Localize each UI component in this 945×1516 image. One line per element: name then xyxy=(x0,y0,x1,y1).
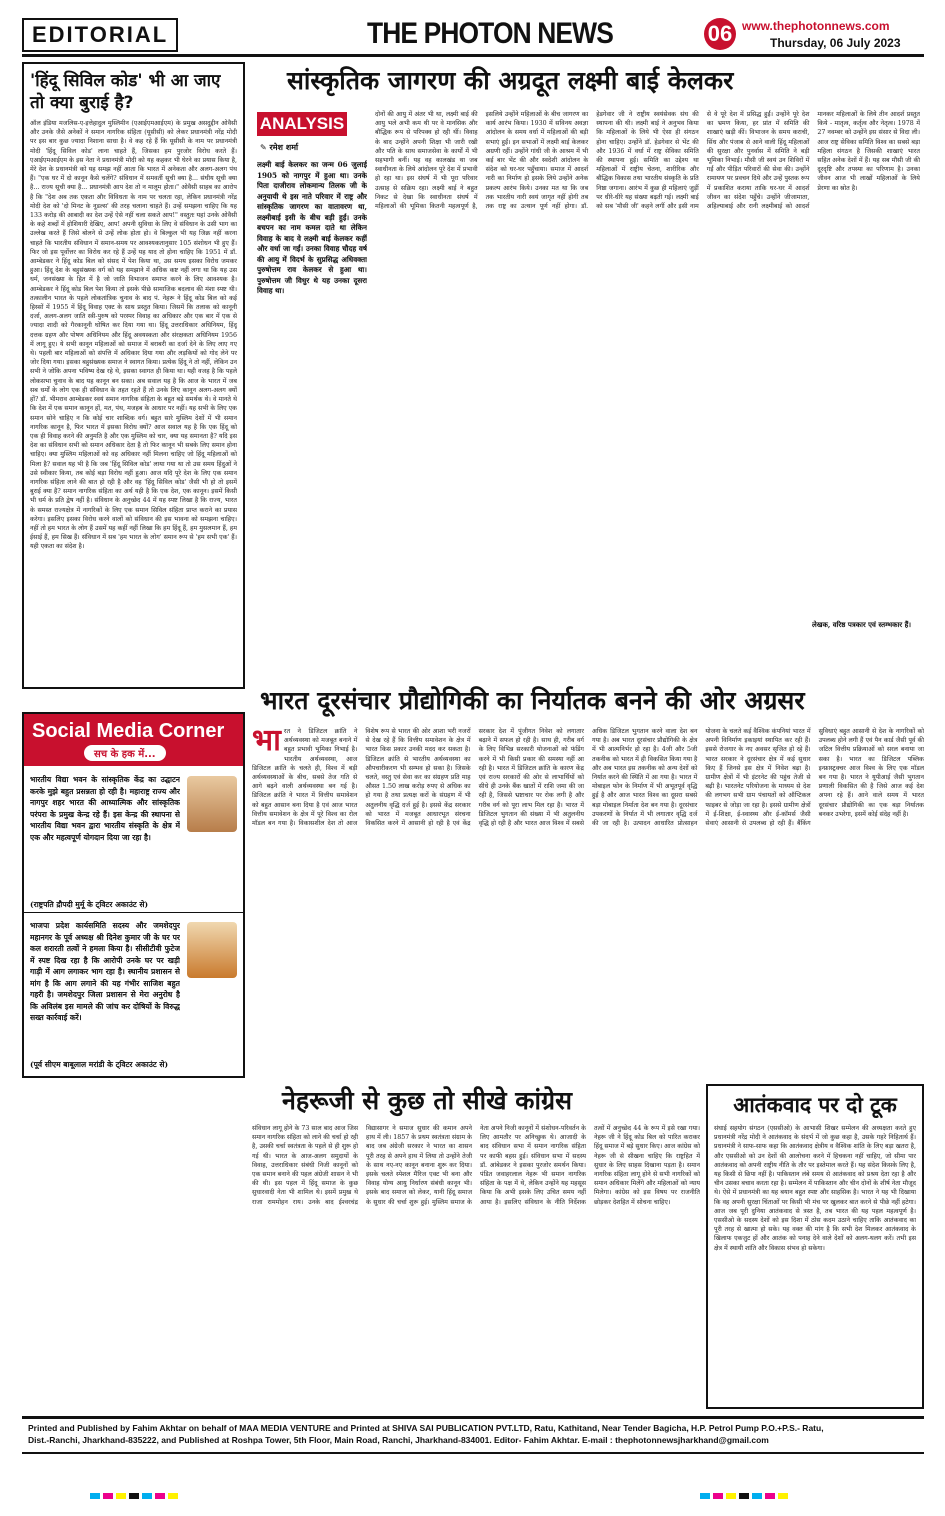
telecom-article-text: रत ने डिजिटल क्रांति ने अर्थव्यवस्था को मजबूत बनाने में बहुत प्रभावी भूमिका निभाई है। भारतीय अर्थव्यवस्था, आज डिजिटल क्रांति के चलते ही, विश्व में बड़ी अर्थव्यवस्थाओं के बीच, सबसे तेज गति से आगे बढ़ने वाली अर्थव्यवस्था बन गई है। डिजिटल क्रांति ने भारत में वित्तीय समावेशन को बहुत आसान बना दिया है एवं आज भारत वित्तीय समावेशन के क्षेत्र में पूरे विश्व का रोल मॉडल बन गया है। विकासशील देश तो आज विशेष रूप से भारत की ओर आशा भरी नजरों से देख रहे हैं कि वित्तीय समावेशन के क्षेत्र में भारत किस प्रकार उनकी मदद कर सकता है। डिजिटल क्रांति से भारतीय अर्थव्यवस्था का औपचारीकरण भी सम्भव हो सका है। जिसके चलते, वस्तु एवं सेवा कर का संग्रहण प्रति माह औसत 1.50 लाख करोड़ रुपए से अधिक का हो गया है तथा प्रत्यक्ष करों के संग्रहण में भी अतुलनीय वृद्धि दर्ज हुई है। इससे केंद्र सरकार को भारत में मजबूत आधारभूत संरचना विकसित करने में आसानी हो रही है एवं केंद्र सरकार देश में पूंजीगत निवेश को लगातार बढ़ाने में सफल हो रही है। साथ ही, गरीब वर्ग के लिए विभिन्न सरकारी योजनाओं को फंडिंग करने में भी किसी प्रकार की समस्या नहीं आ रही है। भारत में डिजिटल क्रांति के कारण केंद्र एवं राज्य सरकारों की ओर से लाभार्थियों को सीधे ही उनके बैंक खातों में राशि जमा की जा रही है, जिससे भ्रष्टाचार पर रोक लगी है और गरीब वर्ग को पूरा लाभ मिल रहा है। भारत में डिजिटल भुगतान की संख्या में भी अतुलनीय वृद्धि हो रही है और भारत आज विश्व में सबसे अधिक डिजिटल भुगतान करने वाला देश बन गया है। अब भारत दूरसंचार प्रौद्योगिकी के क्षेत्र में भी आत्मनिर्भर हो रहा है। 4जी और 5जी तकनीक को भारत में ही विकसित किया गया है और अब भारत इस तकनीक को अन्य देशों को निर्यात करने की स्थिति में आ गया है। भारत में मोबाइल फोन के निर्माण में भी अभूतपूर्व वृद्धि हुई है और आज भारत विश्व का दूसरा सबसे बड़ा मोबाइल निर्माता देश बन गया है। दूरसंचार उपकरणों के निर्यात में भी लगातार वृद्धि दर्ज की जा रही है। उत्पादन आधारित प्रोत्साहन योजना के चलते कई वैश्विक कंपनियां भारत में अपनी विनिर्माण इकाइयां स्थापित कर रही हैं। इससे रोजगार के नए अवसर सृजित हो रहे हैं। भारत सरकार ने दूरसंचार क्षेत्र में कई सुधार किए हैं जिनसे इस क्षेत्र में निवेश बढ़ा है। ग्रामीण क्षेत्रों में भी इंटरनेट की पहुंच तेजी से बढ़ी है। भारतनेट परियोजना के माध्यम से देश की लगभग सभी ग्राम पंचायतों को ऑप्टिकल फाइबर से जोड़ा जा रहा है। इससे ग्रामीण क्षेत्रों में ई-शिक्षा, ई-स्वास्थ्य और ई-कॉमर्स जैसी सेवाएं आसानी से उपलब्ध हो रही हैं। बैंकिंग सुविधाएं बहुत आसानी से देश के नागरिकों को उपलब्ध होने लगी हैं एवं पैन कार्ड जैसी पूर्व की जटिल वित्तीय प्रक्रियाओं को सरल बनाया जा सका है। भारत का डिजिटल पब्लिक इन्फ्रास्ट्रक्चर आज विश्व के लिए एक मॉडल बन गया है। भारत ने यूपीआई जैसी भुगतान प्रणाली विकसित की है जिसे आज कई देश अपना रहे हैं। आने वाले समय में भारत दूरसंचार प्रौद्योगिकी का एक बड़ा निर्यातक बनकर उभरेगा, इसमें कोई संदेह नहीं है। xyxy=(252,728,924,828)
registration-marks-left xyxy=(90,1484,181,1503)
author-name: रमेश शर्मा xyxy=(269,143,299,152)
terror-article-body: संघाई सहयोग संगठन (एससीओ) के आभासी शिखर सम्मेलन की अध्यक्षता करते हुए प्रधानमंत्री नरेंद्र मोदी ने आतंकवाद के संदर्भ में जो कुछ कहा है, उसके गहरे निहितार्थ हैं। प्रधानमंत्री ने साफ-साफ कहा कि आतंकवाद क्षेत्रीय व वैश्विक शांति के लिए बड़ा खतरा है, और एससीओ को उन देशों की आलोचना करने में हिचकना नहीं चाहिए, जो सीमा पार आतंकवाद को अपनी राष्ट्रीय नीति के तौर पर इस्तेमाल करते हैं। यह संदेश किसके लिए है, यह किसी से छिपा नहीं है। पाकिस्तान लंबे समय से आतंकवाद को प्रश्रय देता रहा है और चीन उसका बचाव करता रहा है। सम्मेलन में पाकिस्तान और चीन दोनों के शीर्ष नेता मौजूद थे। ऐसे में प्रधानमंत्री का यह बयान बहुत स्पष्ट और साहसिक है। भारत ने यह भी दिखाया कि वह अपनी सुरक्षा चिंताओं पर किसी भी मंच पर खुलकर बात करने से पीछे नहीं हटेगा। आज जब पूरी दुनिया आतंकवाद से त्रस्त है, तब भारत की यह पहल महत्वपूर्ण है। एससीओ के सदस्य देशों को इस दिशा में ठोस कदम उठाने चाहिए ताकि आतंकवाद का पूरी तरह से खात्मा हो सके। यह वक्त की मांग है कि सभी देश मिलकर आतंकवाद के खिलाफ एकजुट हों और आतंक को पनाह देने वाले देशों को अलग-थलग करें। तभी इस क्षेत्र में स्थायी शांति और विकास संभव हो सकेगा। xyxy=(714,1125,916,1252)
terror-article-title: आतंकवाद पर दो टूक xyxy=(733,1093,897,1117)
website-link[interactable]: www.thephotonnews.com xyxy=(742,19,890,33)
social-media-subtitle: सच के हक में... xyxy=(84,745,166,761)
main-article-credit: लेखक, वरिष्ठ पत्रकार एवं स्तम्भकार हैं। xyxy=(812,620,911,629)
president-avatar xyxy=(187,776,237,832)
pen-icon: ✎ xyxy=(260,143,270,152)
social-divider xyxy=(24,912,243,913)
header-rule xyxy=(22,54,924,57)
main-article-lead: लक्ष्मी बाई केलकर का जन्म 06 जुलाई 1905 को नागपुर में हुआ था। उनके पिता दाजीराव लोकमान्य तिलक जी के अनुयायी थे इस नाते परिवार में राष्ट्र और सांस्कृतिक जागरण का वातावरण था, लक्ष्मीबाई इसी के बीच बड़ी हुईं। उनके बचपन का नाम कमल दाते था लेकिन विवाह के बाद वे लक्ष्मी बाई केलकर कहीं और वर्धा जा गईं। उनका विवाह चौदह वर्ष की आयु में विदर्भ के सुप्रसिद्ध अधिवक्ता पुरुषोत्तम राव केलकर से हुआ था। पुरुषोत्तम जी विधुर थे यह उनका दूसरा विवाह था। xyxy=(257,160,367,295)
analysis-tag: ANALYSIS xyxy=(257,112,347,136)
header xyxy=(22,14,924,54)
marandi-avatar xyxy=(187,922,237,978)
footer-line-1: Printed and Published by Fahim Akhtar on behalf of MAA MEDIA VENTURE and Printed at SHIVA SAI PUBLICATION PVT.LTD, Ratu, Kathitand, Near Tender Bagicha, H.P. Petrol Pump P.O.+P.S.- Ratu, xyxy=(28,1423,824,1433)
footer-rule xyxy=(22,1416,924,1419)
terror-article xyxy=(706,1084,924,1409)
telecom-dropcap: भा xyxy=(252,727,281,758)
issue-date: Thursday, 06 July 2023 xyxy=(770,36,901,50)
main-article-body: दोनों की आयु में अंतर भी था, लक्ष्मी बाई की आयु भले अभी कम थी पर वे मानसिक और बौद्धिक रूप से परिपक्व हो रही थीं। विवाह के बाद उन्होंने अपनी शिक्षा भी जारी रखी और पति के साथ समाजसेवा के कार्यों में भी सहभागी बनीं। यह वह कालखंड था जब स्वाधीनता के लिये आंदोलन पूरे देश में प्रभावी हो रहा था। इस संघर्ष में भी पूरा परिवार उत्साह से सक्रिय रहा। लक्ष्मी बाई ने बहुत निकट से देखा कि स्वाधीनता संघर्ष में महिलाओं की भूमिका कितनी महत्वपूर्ण है, इसलिये उन्होंने महिलाओं के बीच जागरण का कार्य आरंभ किया। 1930 में सविनय अवज्ञा आंदोलन के समय वर्धा में महिलाओं की बड़ी सभाएं हुईं। इन सभाओं में लक्ष्मी बाई केलकर अग्रणी रहीं। उन्होंने गांधी जी के आश्रम में भी कई बार भेंट की और स्वदेशी आंदोलन के संदेश को घर-घर पहुँचाया। समाज में आदर्श नारी का निर्माण हो इसके लिये उन्होंने अनेक प्रकल्प आरंभ किये। उनका मत था कि जब तक भारतीय नारी स्वयं जागृत नहीं होगी तब तक राष्ट्र का उत्थान पूर्ण नहीं होगा। डॉ. हेडगेवार जी ने राष्ट्रीय स्वयंसेवक संघ की स्थापना की थी। लक्ष्मी बाई ने अनुभव किया कि महिलाओं के लिये भी ऐसा ही संगठन होना चाहिए। उन्होंने डॉ. हेडगेवार से भेंट की और 1936 में वर्धा में राष्ट्र सेविका समिति की स्थापना हुई। समिति का उद्देश्य था महिलाओं में राष्ट्रीय चेतना, शारीरिक और बौद्धिक विकास तथा भारतीय संस्कृति के प्रति निष्ठा जगाना। आरंभ में कुछ ही महिलाएं जुड़ीं पर धीरे-धीरे यह संख्या बढ़ती गई। लक्ष्मी बाई को सब 'मौसी जी' कहने लगीं और इसी नाम से वे पूरे देश में प्रसिद्ध हुईं। उन्होंने पूरे देश का भ्रमण किया, हर प्रांत में समिति की शाखाएं खड़ी कीं। विभाजन के समय कराची, सिंध और पंजाब से आने वाली हिंदू महिलाओं की सुरक्षा और पुनर्वास में समिति ने बड़ी भूमिका निभाई। मौसी जी स्वयं उन शिविरों में गईं और पीड़ित परिवारों की सेवा की। उन्होंने रामायण पर प्रवचन दिये और उन्हें पुस्तक रूप में प्रकाशित कराया ताकि घर-घर में आदर्श जीवन का संदेश पहुँचे। उन्होंने जीजामाता, अहिल्याबाई और रानी लक्ष्मीबाई को आदर्श मानकर महिलाओं के लिये तीन आदर्श प्रस्तुत किये - मातृत्व, कर्तृत्व और नेतृत्व। 1978 में 27 नवम्बर को उन्होंने इस संसार से विदा ली। आज राष्ट्र सेविका समिति विश्व का सबसे बड़ा महिला संगठन है जिसकी शाखाएं भारत सहित अनेक देशों में हैं। यह सब मौसी जी की दूरदृष्टि और तपस्या का परिणाम है। उनका जीवन आज भी लाखों महिलाओं के लिये प्रेरणा का स्रोत है। xyxy=(375,111,920,211)
social-media-title: Social Media Corner xyxy=(32,720,225,742)
left-article xyxy=(22,62,245,689)
social-credit-1: (राष्ट्रपति द्रौपदी मुर्मू के ट्विटर अकाउंट से) xyxy=(30,900,149,909)
author-byline xyxy=(260,142,298,153)
nehru-article-body: संविधान लागू होने के 73 साल बाद आज जिस समान नागरिक संहिता को लाने की चर्चा हो रही है, उसकी चर्चा स्वतंत्रता के पहले से ही शुरू हो गई थी। भारत के आज-अलग समुदायों के विवाह, उत्तराधिकार संबंधी निजी कानूनों को एक समान बनाने की पहल अंग्रेजी शासन ने भी की थी। इस पहल में हिंदू समाज के कुछ सुधारवादी नेता भी शामिल थे। इसमें प्रमुख थे राजा राममोहन राय। उनके बाद ईश्वरचंद्र विद्यासागर ने समाज सुधार की कमान अपने हाथ में ली। 1857 के प्रथम स्वतंत्रता संग्राम के बाद जब अंग्रेजी सरकार ने भारत का शासन पूरी तरह से अपने हाथ में लिया तो उन्होंने तेजी के साथ नए-नए कानून बनाना शुरू कर दिया। इसके चलते स्पेशल मैरिज एक्ट भी बना और विवाह योग्य आयु निर्धारण संबंधी कानून भी। इसके बाद समाज को लेकर, यानी हिंदू समाज के सुधार की चर्चा शुरू हुई। मुस्लिम समाज के नेता अपने निजी कानूनों में संशोधन-परिवर्तन के लिए आमतौर पर अनिच्छुक थे। आजादी के बाद संविधान सभा में समान नागरिक संहिता पर काफी बहस हुई। संविधान सभा में सदस्य डॉ. आंबेडकर ने इसका पुरजोर समर्थन किया। पंडित जवाहरलाल नेहरू भी समान नागरिक संहिता के पक्ष में थे, लेकिन उन्होंने यह महसूस किया कि अभी इसके लिए उचित समय नहीं आया है। इसलिए संविधान के नीति निर्देशक तत्वों में अनुच्छेद 44 के रूप में इसे रखा गया। नेहरू जी ने हिंदू कोड बिल को पारित कराकर हिंदू समाज में बड़े सुधार किए। आज कांग्रेस को नेहरू जी से सीखना चाहिए कि राष्ट्रहित में सुधार के लिए साहस दिखाना पड़ता है। समान नागरिक संहिता लागू होने से सभी नागरिकों को समान अधिकार मिलेंगे और महिलाओं को न्याय मिलेगा। कांग्रेस को इस विषय पर राजनीति छोड़कर देशहित में सोचना चाहिए। xyxy=(252,1125,700,1206)
social-post-1: भारतीय विद्या भवन के सांस्कृतिक केंद्र का उद्घाटन करके मुझे बहुत प्रसन्नता हो रही है। महाराष्ट्र राज्य और नागपुर शहर भारत की आध्यात्मिक और सांस्कृतिक परंपरा के प्रमुख केन्द्र रहे हैं। इस केन्द्र की स्थापना से भारतीय विद्या भवन द्वारा भारतीय संस्कृति के क्षेत्र में एक और महत्वपूर्ण योगदान दिया जा रहा है। xyxy=(30,775,180,842)
telecom-article xyxy=(252,683,924,1078)
page-number: 06 xyxy=(704,18,736,50)
social-post-2: भाजपा प्रदेश कार्यसमिति सदस्य और जमशेदपुर महानगर के पूर्व अध्यक्ष श्री दिनेश कुमार जी के घर पर कल शरारती तत्वों ने हमला किया है। सीसीटीवी फुटेज में स्पष्ट दिख रहा है कि आरोपी उनके घर पर खड़ी गाड़ी में आग लगाकर भाग रहा है। स्थानीय प्रशासन से मांग है कि आग लगाने की यह गंभीर साजिश बहुत गहरी है। जमशेदपुर जिला प्रशासन से मेरा अनुरोध है कि अविलंब इस मामले की जांच कर दोषियों के विरुद्ध सख्त कार्रवाई करें। xyxy=(30,921,180,1022)
nehru-article xyxy=(252,1084,700,1409)
main-article-title: सांस्कृतिक जागरण की अग्रदूत लक्ष्मी बाई केलकर xyxy=(287,66,734,95)
left-article-body: ऑल इंडिया मजलिस-ए-इत्तेहादुल मुस्लिमीन (एआईएमआईएम) के प्रमुख असदुद्दीन ओवैसी और उनके जैसे अनेकों ने समान नागरिक संहिता (यूसीसी) को लेकर प्रधानमंत्री नरेंद्र मोदी पर इस बार कुछ ज्यादा निशाना साधा है। वे कह रहे हैं कि यूसीसी के नाम पर प्रधानमंत्री मोदी 'हिंदू सिविल कोड' लाना चाहते हैं, जिसका हम पुरजोर विरोध करते हैं। एआईएमआईएम के इस नेता ने प्रधानमंत्री मोदी को यह कहकर भी घेरने का प्रयास किया है, मेरे देश के प्रधानमंत्री को यह समझ नहीं आता कि भारत में अनेकता और अलग-अलग पंथ हैं। "एक घर में दो कानून कैसे चलेंगे? संविधान में समवर्ती सूची क्या है... संघीय सूची क्या है... राज्य सूची क्या है... प्रधानमंत्री आप देश तो न मालूम होता।" ओवैसी साहब का आरोप है कि "देश अब तक एकता और विविधता के नाम पर चलता रहा, लेकिन प्रधानमंत्री नरेंद्र मोदी देश को 'दो मिनट के नूडल्स' की तरह चलाना चाहते हैं। उन्हें समझना चाहिए कि यह 133 करोड़ की आबादी का देश उन्हें ऐसे नहीं चला सकते आप!" वस्तुतः यहां उनके ओवैसी के कहे शब्दों में होशियारी देखिए, आप! अपनी सुविधा के लिए वे संविधान के उसी भाग का उल्लेख करते हैं जिसे बोलने से उन्हें लोक होता हो। वे बिल्कुल भी यह जिक्र नहीं करना चाहते कि भारतीय संविधान में समान-समय पर आवश्यकतानुसार 105 संशोधन भी हुए हैं। फिर जो इस पूर्वोत्तर का विरोध कर रहे हैं उन्हें यह याद तो होना चाहिए कि 1951 में डॉ. आम्बेडकर ने हिंदू कोड बिल को संसद में पेश किया था, उस समय इसका विरोध जमकर हुआ। हिंदू देश के बहुसंख्यक वर्ग को यह समझाने में अधिक कष्ट नहीं लगा था कि यह उस धर्म, जनसंख्या के हित में है जो जाति विभाजन समाप्त करने के लिए आवश्यक है। आम्बेडकर ने हिंदू कोड बिल पेश किया तो इसके पीछे सामाजिक बदलाव की मंशा स्पष्ट थी। तत्कालीन भारत के पहले लोकतांत्रिक चुनाव के बाद पं. नेहरू ने हिंदू कोड बिल को कई हिस्सों में 1955 में हिंदू विवाह एक्ट के साथ प्रस्तुत किया। जिसमें कि तलाक को कानूनी दर्जा, अलग-अलग जाति स्त्री-पुरुष को परस्पर विवाह का अधिकार और एक बार में एक से ज्यादा शादी को गैरकानूनी घोषित कर दिया गया था। हिंदू उत्तराधिकार अधिनियम, हिंदू दत्तक ग्रहण और पोषण अधिनियम और हिंदू अवयस्कता और संरक्षकता अधिनियम 1956 में लागू हुए। ये सभी कानून महिलाओं को समाज में बराबरी का दर्जा देने के लिए लाए गए थे। पहली बार महिलाओं को संपत्ति में अधिकार दिया गया और लड़कियों को गोद लेने पर जोर दिया गया। इसका बहुसंख्यक समाज ने स्वागत किया। प्रत्येक हिंदू ने तो नहीं, लेकिन उन सभी ने जोकि अपना भविष्य देख रहे थे, इसका स्वागत ही किया था। यही वजह है कि पहले लोकसभा चुनाव के बाद यह कानून बन सका। अब सवाल यह है कि आज के भारत में जब सब धर्मों के लोग एक ही संविधान के तहत रहते हैं तो उनके लिए कानून अलग-अलग क्यों हों? डॉ. भीमराव आम्बेडकर स्वयं समान नागरिक संहिता के बहुत बड़े समर्थक थे। वे मानते थे कि देश में एक समान कानून हों, मत, पंथ, मजहब के आधार पर नहीं। यह सभी के लिए एक समान सोने चाहिए न कि कोई चार शाब्दिक वर्ग। बहुत सारे मुस्लिम देशों में भी समान नागरिक कानून है, फिर भारत में इसका विरोध क्यों? आज सवाल यह है कि एक हिंदू को एक ही विवाह करने की अनुमति है और एक मुस्लिम को चार, क्या यह समानता है? यदि इस देश का संविधान सभी को समान अधिकार देता है तो फिर कानून भी सबके लिए समान होना चाहिए। क्या मुस्लिम महिलाओं को वह अधिकार नहीं मिलना चाहिए जो हिंदू महिलाओं को मिला है? सवाल यह भी है कि जब 'हिंदू सिविल कोड' लाया गया था तो उस समय हिंदुओं ने उसे स्वीकार किया, तब कोई बड़ा विरोध नहीं हुआ। आज यदि पूरे देश के लिए एक समान नागरिक संहिता लाने की बात हो रही है और वह 'हिंदू सिविल कोड' जैसी भी हो तो इसमें बुराई क्या है? समान नागरिक संहिता का अर्थ यही है कि एक देश, एक कानून। इसमें किसी भी धर्म के प्रति द्वेष नहीं है। संविधान के अनुच्छेद 44 में यह स्पष्ट लिखा है कि राज्य, भारत के समस्त राज्यक्षेत्र में नागरिकों के लिए एक समान सिविल संहिता प्राप्त कराने का प्रयास करेगा। इसलिए इसका विरोध करने वालों को संविधान की इस भावना को समझना चाहिए। नहीं तो हम भारत के लोग हैं उसमें यह कहीं नहीं लिखा कि हम हिंदू हैं, हम मुसलमान हैं, हम ईसाई हैं, हम सिख हैं। संविधान में सब 'हम भारत के लोग' समान रूप से 'हम सभी एक' हैं। यही एकता का संदेश है। xyxy=(30,120,237,551)
registration-marks-right xyxy=(700,1484,791,1503)
nehru-article-title: नेहरूजी से कुछ तो सीखे कांग्रेस xyxy=(282,1086,572,1115)
telecom-article-body xyxy=(252,727,924,1067)
social-credit-2: (पूर्व सीएम बाबूलाल मरांडी के ट्विटर अकाउंट से) xyxy=(30,1060,169,1069)
footer-line-2: Dist.-Ranchi, Jharkhand-835222, and Published at Roshpa Tower, 5th Floor, Main Road, Ranchi, Jharkhand-834001. Editor- Fahim Akhtar. E-mail : thephotonnewsjharkhand@gmail.com xyxy=(28,1435,769,1445)
masthead: THE PHOTON NEWS xyxy=(367,17,613,50)
left-article-title: 'हिंदू सिविल कोड' भी आ जाए तो क्या बुराई है? xyxy=(30,71,221,113)
footer-imprint xyxy=(28,1422,918,1446)
footer-rule-bottom xyxy=(22,1452,924,1454)
main-article xyxy=(252,62,924,680)
section-tag: EDITORIAL xyxy=(22,18,178,52)
telecom-article-title: भारत दूरसंचार प्रौद्योगिकी का निर्यातक बनने की ओर अग्रसर xyxy=(260,686,805,715)
social-media-corner xyxy=(22,712,245,1078)
social-media-header xyxy=(24,714,243,766)
